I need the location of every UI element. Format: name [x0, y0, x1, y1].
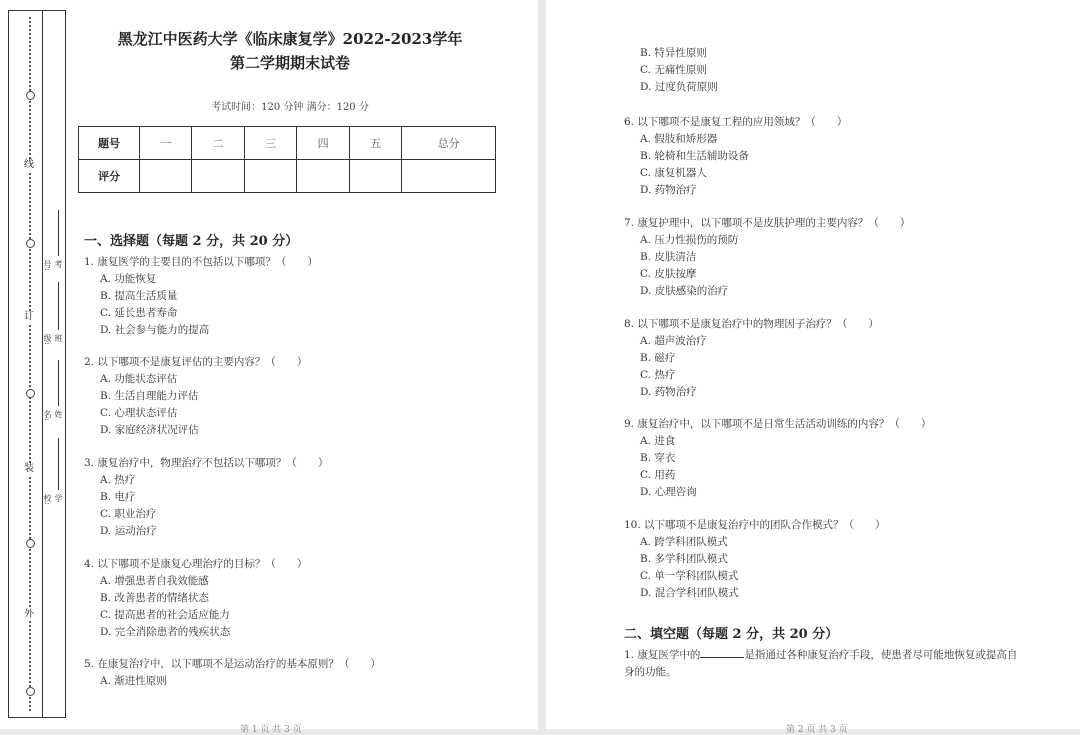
fill-question-text: 是指通过各种康复治疗手段，使患者尽可能地恢复或提高自	[744, 649, 1018, 661]
binding-char-zhuang: 装	[21, 463, 37, 475]
page-footer: 第 2 页 共 3 页	[786, 725, 848, 735]
option: B. 多学科团队模式	[640, 553, 728, 565]
option: C. 心理状态评估	[100, 407, 178, 419]
option: C. 康复机器人	[640, 167, 707, 179]
score-table-cell: 一	[140, 127, 192, 160]
binding-char-ding: 订	[21, 311, 37, 323]
question-item	[84, 354, 307, 439]
option: C. 用药	[640, 469, 676, 481]
answer-blank[interactable]	[700, 646, 744, 658]
question-item	[84, 254, 318, 339]
field-line	[58, 210, 59, 256]
option: A. 功能恢复	[100, 273, 157, 285]
option: A. 假肢和矫形器	[640, 133, 718, 145]
question-stem: 6. 以下哪项不是康复工程的应用领域？（ ）	[624, 116, 848, 128]
punch-hole-circle	[26, 687, 35, 696]
question-stem: 8. 以下哪项不是康复治疗中的物理因子治疗？（ ）	[624, 318, 879, 330]
score-table-cell: 三	[244, 127, 296, 160]
question-stem: 10. 以下哪项不是康复治疗中的团队合作模式？（ ）	[624, 519, 886, 531]
score-table-header-row	[79, 127, 496, 160]
option: C. 热疗	[640, 369, 676, 381]
page-footer: 第 1 页 共 3 页	[240, 725, 302, 735]
section-title-choice: 一、选择题（每题 2 分，共 20 分）	[84, 234, 299, 249]
score-table-cell: 四	[297, 127, 349, 160]
option: B. 穿衣	[640, 452, 676, 464]
option: A. 超声波治疗	[640, 335, 707, 347]
score-table-cell: 评分	[79, 160, 140, 193]
option: D. 混合学科团队模式	[640, 587, 739, 599]
score-input-cell[interactable]	[349, 160, 401, 193]
field-label: 姓名:	[43, 410, 63, 421]
question-stem: 3. 康复治疗中，物理治疗不包括以下哪项？（ ）	[84, 457, 329, 469]
option: B. 磁疗	[640, 352, 676, 364]
question-stem: 9. 康复治疗中，以下哪项不是日常生活活动训练的内容？（ ）	[624, 418, 932, 430]
question-item	[84, 556, 307, 641]
option: A. 压力性损伤的预防	[640, 234, 739, 246]
question-stem: 2. 以下哪项不是康复评估的主要内容？（ ）	[84, 356, 308, 368]
option: A. 渐进性原则	[100, 675, 167, 687]
score-input-cell[interactable]	[297, 160, 349, 193]
score-input-cell[interactable]	[140, 160, 192, 193]
option: A. 进食	[640, 435, 676, 447]
option: D. 心理咨询	[640, 486, 697, 498]
score-table-cell: 二	[192, 127, 244, 160]
score-table-score-row	[79, 160, 496, 193]
option: D. 药物治疗	[640, 184, 697, 196]
punch-hole-circle	[26, 239, 35, 248]
exam-subtitle: 第二学期期末试卷	[229, 54, 350, 72]
option: D. 皮肤感染的治疗	[640, 285, 729, 297]
field-label: 学校:	[43, 494, 63, 505]
question-item	[624, 416, 931, 501]
exam-page-2	[546, 0, 1080, 735]
question-stem: 4. 以下哪项不是康复心理治疗的目标？（ ）	[84, 558, 308, 570]
option: A. 功能状态评估	[100, 373, 178, 385]
score-table-cell: 题号	[79, 127, 140, 160]
field-line	[58, 282, 59, 330]
option: D. 过度负荷原则	[640, 81, 718, 93]
option: B. 特异性原则	[640, 47, 707, 59]
cut-line	[29, 17, 33, 711]
option: D. 社会参与能力的提高	[100, 324, 210, 336]
score-input-cell[interactable]	[244, 160, 296, 193]
option: A. 跨学科团队模式	[640, 536, 728, 548]
fill-question-line	[624, 646, 1044, 664]
field-label: 考号:	[43, 260, 63, 271]
binding-char-wai: 外	[21, 609, 37, 621]
binding-strip-inner	[17, 11, 43, 717]
punch-hole-circle	[26, 91, 35, 100]
option: D. 运动治疗	[100, 525, 157, 537]
fill-question-item	[624, 646, 1044, 681]
question-item	[624, 316, 879, 401]
score-table-cell: 五	[349, 127, 401, 160]
option: D. 家庭经济状况评估	[100, 424, 199, 436]
score-input-cell[interactable]	[402, 160, 496, 193]
option: B. 轮椅和生活辅助设备	[640, 150, 749, 162]
option: B. 皮肤清洁	[640, 251, 697, 263]
fill-question-line: 身的功能。	[624, 666, 677, 678]
exam-title: 黑龙江中医药大学《临床康复学》2022-2023学年	[117, 30, 463, 48]
field-line	[58, 438, 59, 490]
score-table-cell: 总分	[402, 127, 496, 160]
option: C. 提高患者的社会适应能力	[100, 609, 230, 621]
question-item	[624, 215, 910, 300]
question-stem: 1. 康复医学的主要目的不包括以下哪项？（ ）	[84, 256, 318, 268]
field-line	[58, 360, 59, 406]
question-item	[624, 114, 847, 199]
punch-hole-circle	[26, 389, 35, 398]
option: A. 热疗	[100, 474, 136, 486]
question-continued	[624, 45, 718, 96]
exam-info: 考试时间：120 分钟 满分：120 分	[211, 102, 369, 113]
option: C. 职业治疗	[100, 508, 157, 520]
option: C. 无痛性原则	[640, 64, 707, 76]
exam-page-1	[0, 0, 538, 735]
option: C. 延长患者寿命	[100, 307, 178, 319]
section-title-fill: 二、填空题（每题 2 分，共 20 分）	[624, 627, 839, 642]
binding-char-xian: 线	[21, 159, 37, 171]
score-table	[78, 126, 496, 193]
fill-question-text: 1. 康复医学中的	[624, 649, 701, 661]
option: B. 改善患者的情绪状态	[100, 592, 209, 604]
option: D. 药物治疗	[640, 386, 697, 398]
option: B. 电疗	[100, 491, 136, 503]
option: B. 提高生活质量	[100, 290, 178, 302]
punch-hole-circle	[26, 539, 35, 548]
question-stem: 7. 康复护理中，以下哪项不是皮肤护理的主要内容？（ ）	[624, 217, 911, 229]
option: C. 皮肤按摩	[640, 268, 697, 280]
option: B. 生活自理能力评估	[100, 390, 199, 402]
option: A. 增强患者自我效能感	[100, 575, 209, 587]
option: D. 完全消除患者的残疾状态	[100, 626, 231, 638]
score-input-cell[interactable]	[192, 160, 244, 193]
option: C. 单一学科团队模式	[640, 570, 739, 582]
field-label: 班级:	[43, 334, 63, 345]
question-item	[84, 656, 381, 690]
question-item	[84, 455, 328, 540]
question-item	[624, 517, 886, 602]
question-stem: 5. 在康复治疗中，以下哪项不是运动治疗的基本原则？（ ）	[84, 658, 381, 670]
